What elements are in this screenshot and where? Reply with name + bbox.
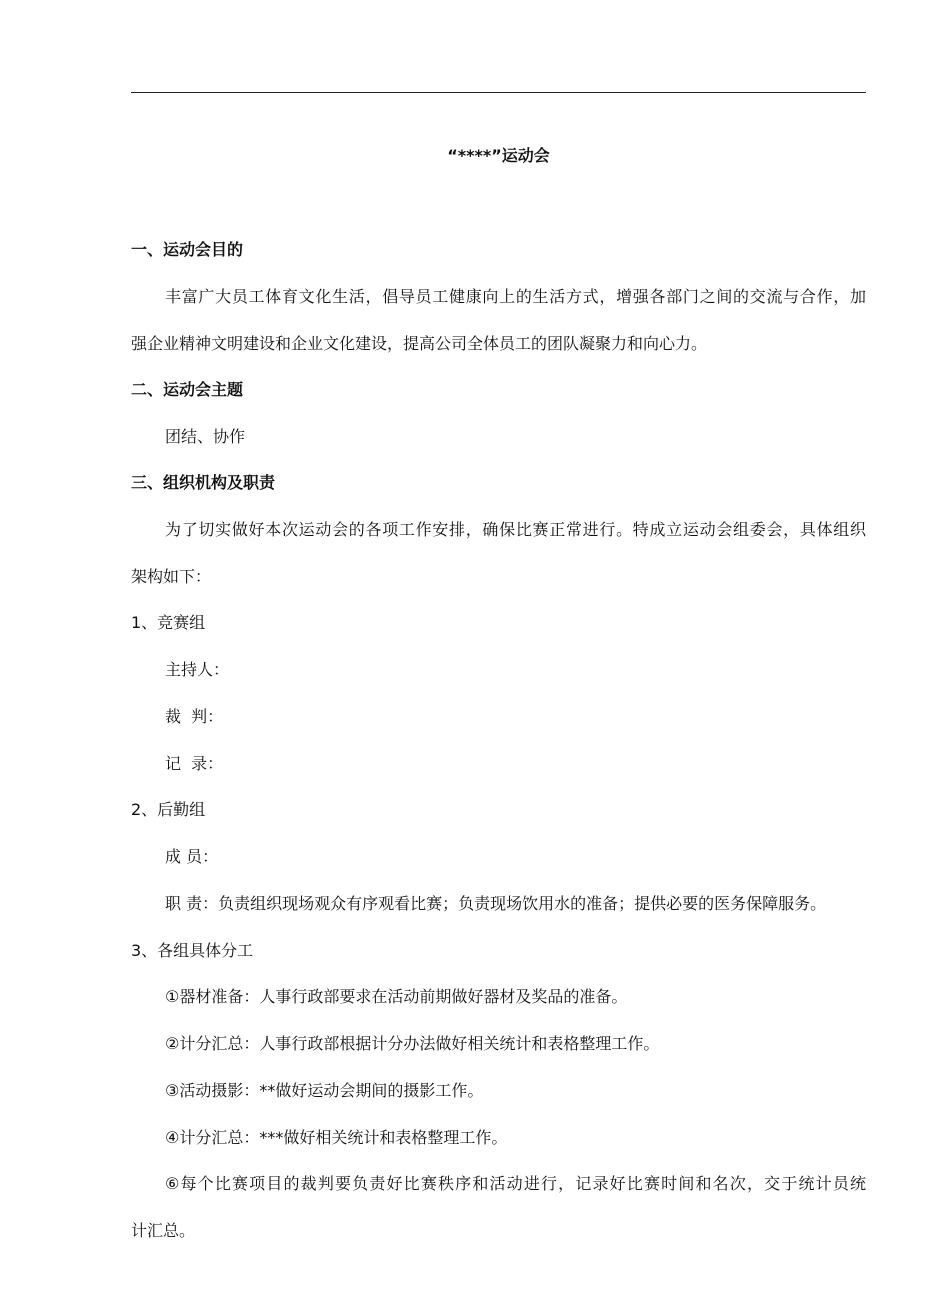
division-item: ④计分汇总：***做好相关统计和表格整理工作。 — [165, 1128, 508, 1147]
host-label: 主持人： — [165, 660, 230, 679]
organization-paragraph-line: 架构如下： — [131, 567, 212, 586]
header-rule — [131, 92, 866, 93]
section-heading-theme: 二、运动会主题 — [131, 380, 244, 399]
members-label: 成 员： — [165, 847, 219, 866]
duties-text: 职 责：负责组织现场观众有序观看比赛；负责现场饮用水的准备；提供必要的医务保障服务。 — [165, 894, 827, 913]
group-heading-division: 3、各组具体分工 — [131, 941, 254, 960]
division-item-continuation: 计汇总。 — [131, 1221, 196, 1240]
section-heading-organization: 三、组织机构及职责 — [131, 473, 276, 492]
division-item: ⑥每个比赛项目的裁判要负责好比赛秩序和活动进行，记录好比赛时间和名次，交于统计员统 — [165, 1174, 866, 1193]
division-item: ②计分汇总：人事行政部根据计分办法做好相关统计和表格整理工作。 — [165, 1034, 660, 1053]
group-heading-logistics: 2、后勤组 — [131, 800, 206, 819]
theme-text: 团结、协作 — [165, 427, 246, 446]
document-title: “****”运动会 — [447, 146, 550, 165]
division-item: ①器材准备：人事行政部要求在活动前期做好器材及奖品的准备。 — [165, 987, 628, 1006]
organization-paragraph-line: 为了切实做好本次运动会的各项工作安排，确保比赛正常进行。特成立运动会组委会，具体组织 — [165, 520, 866, 539]
division-item: ③活动摄影：**做好运动会期间的摄影工作。 — [165, 1081, 484, 1100]
purpose-paragraph-line: 强企业精神文明建设和企业文化建设，提高公司全体员工的团队凝聚力和向心力。 — [131, 334, 708, 353]
purpose-paragraph-line: 丰富广大员工体育文化生活，倡导员工健康向上的生活方式，增强各部门之间的交流与合作，加 — [165, 287, 866, 306]
section-heading-purpose: 一、运动会目的 — [131, 240, 244, 259]
group-heading-competition: 1、竞赛组 — [131, 613, 206, 632]
referee-label: 裁 判： — [165, 707, 224, 726]
recorder-label: 记 录： — [165, 754, 224, 773]
